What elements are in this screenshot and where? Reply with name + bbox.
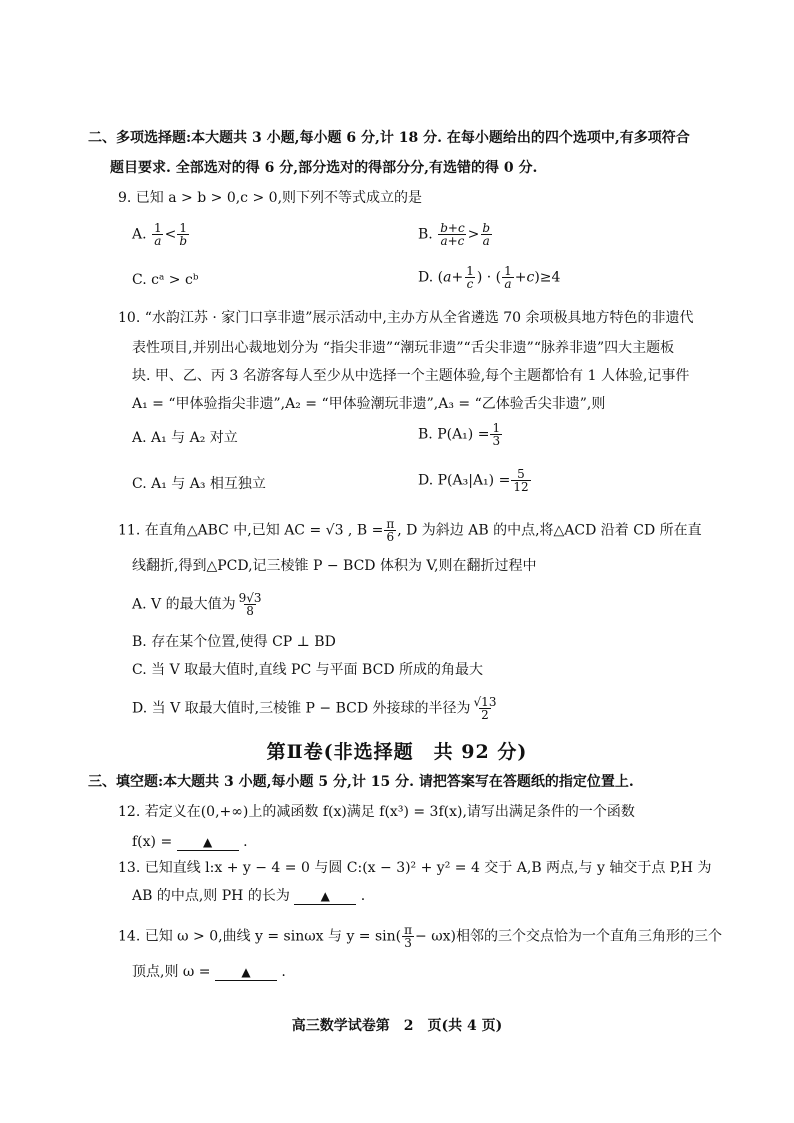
q11-option-a: A. V 的最大值为 $\frac{9√3}{8}$ xyxy=(132,591,262,618)
q9-option-d: D. (a+ $\frac{1}{c}$ ) · ( $\frac{1}{a}$ +c)≥4 xyxy=(418,264,561,291)
page-footer: 高三数学试卷第 2 页(共 4 页) xyxy=(291,1018,503,1034)
q9-option-c: C. cᵃ > cᵇ xyxy=(132,272,199,288)
q11-line2: 线翻折,得到△PCD,记三棱锥 P − BCD 体积为 V,则在翻折过程中 xyxy=(132,558,537,574)
q10-option-b: B. P(A₁) = $\frac{1}{3}$ xyxy=(418,421,501,448)
q13-line1: 13. 已知直线 l:x + y − 4 = 0 与圆 C:(x − 3)² + y² = 4 交于 A,B 两点,与 y 轴交于点 P,H 为 xyxy=(118,860,712,876)
section2-heading-line2: 题目要求. 全部选对的得 6 分,部分选对的得部分分,有选错的得 0 分. xyxy=(110,160,538,176)
q12-answer-blank: ▲ xyxy=(177,834,239,851)
q9-option-a: A. $\frac{1}{a}$ < $\frac{1}{b}$ xyxy=(132,221,188,248)
q14-answer-blank: ▲ xyxy=(215,964,277,981)
q9-stem: 9. 已知 a > b > 0,c > 0,则下列不等式成立的是 xyxy=(118,190,423,206)
q13-line2: AB 的中点,则 PH 的长为 ▲ . xyxy=(132,888,366,904)
q10-line3: 块. 甲、乙、丙 3 名游客每人至少从中选择一个主题体验,每个主题都恰有 1 人体验,记事件 xyxy=(132,368,690,384)
q12-line2: f(x) = ▲ . xyxy=(132,834,248,850)
q10-option-c: C. A₁ 与 A₃ 相互独立 xyxy=(132,476,266,492)
q11-line1: 11. 在直角△ABC 中,已知 AC = √3 , B = $\frac{\pi}{6}$ , D 为斜边 AB 的中点,将△ACD 沿着 CD 所在直 xyxy=(118,517,702,544)
q10-line1: 10. “水韵江苏 · 家门口享非遗”展示活动中,主办方从全省遴选 70 余项极具地方特色的非遗代 xyxy=(118,310,694,326)
section2-heading-line1: 二、多项选择题:本大题共 3 小题,每小题 6 分,计 18 分. 在每小题给出的四个选项中,有多项符合 xyxy=(88,130,690,146)
q11-option-c: C. 当 V 取最大值时,直线 PC 与平面 BCD 所成的角最大 xyxy=(132,662,483,678)
q11-option-b: B. 存在某个位置,使得 CP ⊥ BD xyxy=(132,634,336,650)
q11-option-d: D. 当 V 取最大值时,三棱锥 P − BCD 外接球的半径为 $\frac{√13}{2}$ xyxy=(132,695,497,722)
q13-answer-blank: ▲ xyxy=(294,888,356,905)
q9-option-b: B. $\frac{b+c}{a+c}$ > $\frac{b}{a}$ xyxy=(418,221,491,248)
q10-line4: A₁ = “甲体验指尖非遗”,A₂ = “甲体验潮玩非遗”,A₃ = “乙体验舌尖非遗”,则 xyxy=(132,396,606,412)
q14-line1: 14. 已知 ω > 0,曲线 y = sinωx 与 y = sin( $\frac{\pi}{3}$ − ωx)相邻的三个交点恰为一个直角三角形的三个 xyxy=(118,923,722,950)
q10-option-a: A. A₁ 与 A₂ 对立 xyxy=(132,430,238,446)
q12-line1: 12. 若定义在(0,+∞)上的减函数 f(x)满足 f(x³) = 3f(x),请写出满足条件的一个函数 xyxy=(118,804,635,820)
part2-title: 第Ⅱ卷(非选择题 共 92 分) xyxy=(266,741,528,763)
q10-line2: 表性项目,并别出心裁地划分为 “指尖非遗”“潮玩非遗”“舌尖非遗”“脉养非遗”四大主题板 xyxy=(132,340,675,356)
q10-option-d: D. P(A₃|A₁) = $\frac{5}{12}$ xyxy=(418,467,529,494)
q14-line2: 顶点,则 ω = ▲ . xyxy=(132,964,286,980)
section3-heading: 三、填空题:本大题共 3 小题,每小题 5 分,计 15 分. 请把答案写在答题纸的指定位置上. xyxy=(88,774,634,790)
